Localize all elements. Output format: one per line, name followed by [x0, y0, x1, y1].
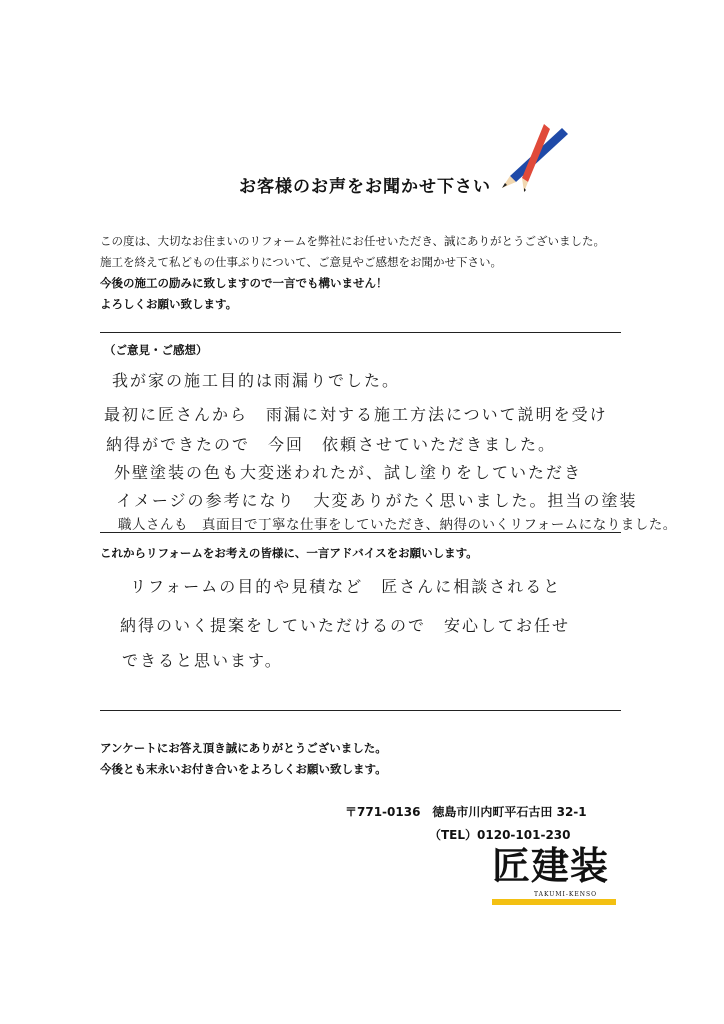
contact-tel: （TEL）0120-101-230 — [429, 828, 571, 842]
advice-line-1: リフォームの目的や見積など 匠さんに相談されると — [130, 577, 562, 596]
logo-romaji: TAKUMI-KENSO — [534, 891, 598, 898]
feedback-label: （ご意見・ご感想） — [104, 343, 208, 357]
intro-line-2: 施工を終えて私どもの仕事ぶりについて、ご意見やご感想をお聞かせ下さい。 — [100, 255, 503, 269]
feedback-line-2: 最初に匠さんから 雨漏に対する施工方法について説明を受け — [104, 405, 608, 424]
intro-line-4: よろしくお願い致します。 — [100, 297, 238, 311]
feedback-line-1: 我が家の施工目的は雨漏りでした。 — [112, 371, 401, 390]
divider-bottom — [100, 710, 621, 711]
page-title: お客様のお声をお聞かせ下さい — [239, 177, 491, 197]
feedback-line-5: イメージの参考になり 大変ありがたく思いました。担当の塗装 — [116, 491, 638, 510]
divider-middle — [100, 532, 621, 533]
contact-address: 〒771-0136 徳島市川内町平石古田 32-1 — [345, 805, 587, 819]
divider-top — [100, 332, 621, 333]
advice-label: これからリフォームをお考えの皆様に、一言アドバイスをお願いします。 — [100, 546, 478, 560]
intro-line-3: 今後の施工の励みに致しますので一言でも構いません！ — [100, 276, 388, 290]
advice-line-3: できると思います。 — [122, 651, 283, 670]
closing-line-1: アンケートにお答え頂き誠にありがとうございました。 — [100, 741, 387, 755]
feedback-line-3: 納得ができたので 今回 依頼させていただきました。 — [106, 435, 557, 454]
feedback-line-6: 職人さんも 真面目で丁寧な仕事をしていただき、納得のいくリフォームになりました。 — [118, 517, 677, 533]
intro-line-1: この度は、大切なお住まいのリフォームを弊社にお任せいただき、誠にありがとうございました。 — [100, 234, 605, 248]
company-logo — [492, 845, 616, 907]
closing-line-2: 今後とも末永いお付き合いをよろしくお願い致します。 — [100, 762, 387, 776]
feedback-line-4: 外壁塗装の色も大変迷われたが、試し塗りをしていただき — [114, 463, 583, 482]
advice-line-2: 納得のいく提案をしていただけるので 安心してお任せ — [120, 616, 571, 635]
logo-name: 匠建装 — [492, 843, 610, 888]
logo-bar — [492, 899, 616, 905]
